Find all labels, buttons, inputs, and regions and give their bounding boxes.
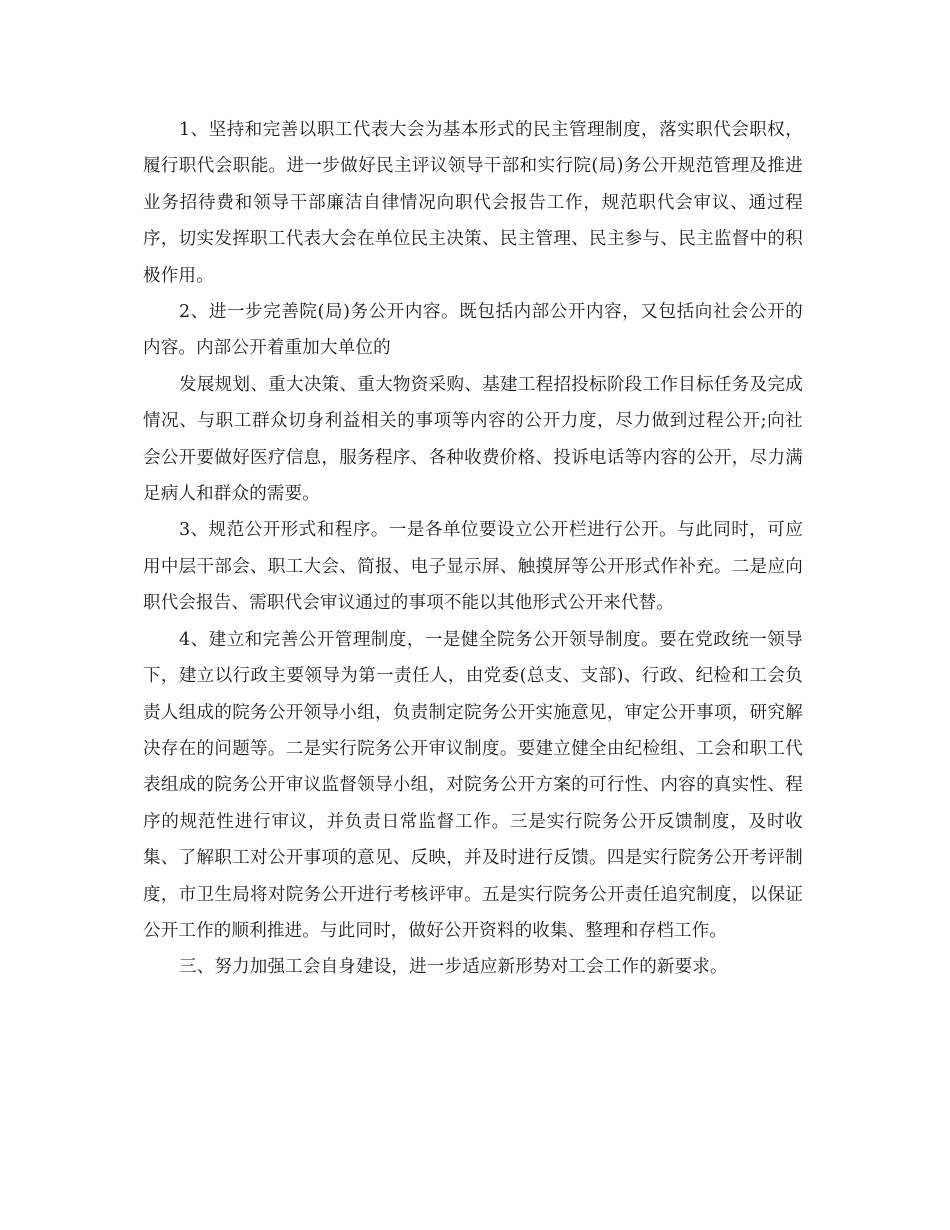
- paragraph-disclosure-form: 3、规范公开形式和程序。一是各单位要设立公开栏进行公开。与此同时，可应用中层干部会、职工大会、简报、电子显示屏、触摸屏等公开形式作补充。二是应向职代会报告、需职代会审议通过的事项不能以其他形式公开来代替。: [143, 520, 803, 614]
- paragraph-disclosure-content: 2、进一步完善院(局)务公开内容。既包括内部公开内容，又包括向社会公开的内容。内部公开着重加大单位的: [143, 302, 803, 359]
- paragraph-democratic-management: 1、坚持和完善以职工代表大会为基本形式的民主管理制度，落实职代会职权，履行职代会职能。进一步做好民主评议领导干部和实行院(局)务公开规范管理及推进业务招待费和领导干部廉洁自律情况向职代会报告工作，规范职代会审议、通过程序，切实发挥职工代表大会在单位民主决策、民主管理、民主参与、民主监督中的积极作用。: [143, 120, 803, 286]
- paragraph-management-system: 4、建立和完善公开管理制度，一是健全院务公开领导制度。要在党政统一领导下，建立以行政主要领导为第一责任人，由党委(总支、支部)、行政、纪检和工会负责人组成的院务公开领导小组，负责制定院务公开实施意见，审定公开事项，研究解决存在的问题等。二是实行院务公开审议制度。要建立健全由纪检组、工会和职工代表组成的院务公开审议监督领导小组，对院务公开方案的可行性、内容的真实性、程序的规范性进行审议，并负责日常监督工作。三是实行院务公开反馈制度，及时收集、了解职工对公开事项的意见、反映，并及时进行反馈。四是实行院务公开考评制度，市卫生局将对院务公开进行考核评审。五是实行院务公开责任追究制度，以保证公开工作的顺利推进。与此同时，做好公开资料的收集、整理和存档工作。: [143, 629, 803, 941]
- paragraph-disclosure-content-continued: 发展规划、重大决策、重大物资采购、基建工程招投标阶段工作目标任务及完成情况、与职工群众切身利益相关的事项等内容的公开力度，尽力做到过程公开;向社会公开要做好医疗信息，服务程序、各种收费价格、投诉电话等内容的公开，尽力满足病人和群众的需要。: [143, 374, 803, 505]
- document-body: [143, 112, 803, 986]
- paragraph-section-three-heading: 三、努力加强工会自身建设，进一步适应新形势对工会工作的新要求。: [179, 957, 728, 978]
